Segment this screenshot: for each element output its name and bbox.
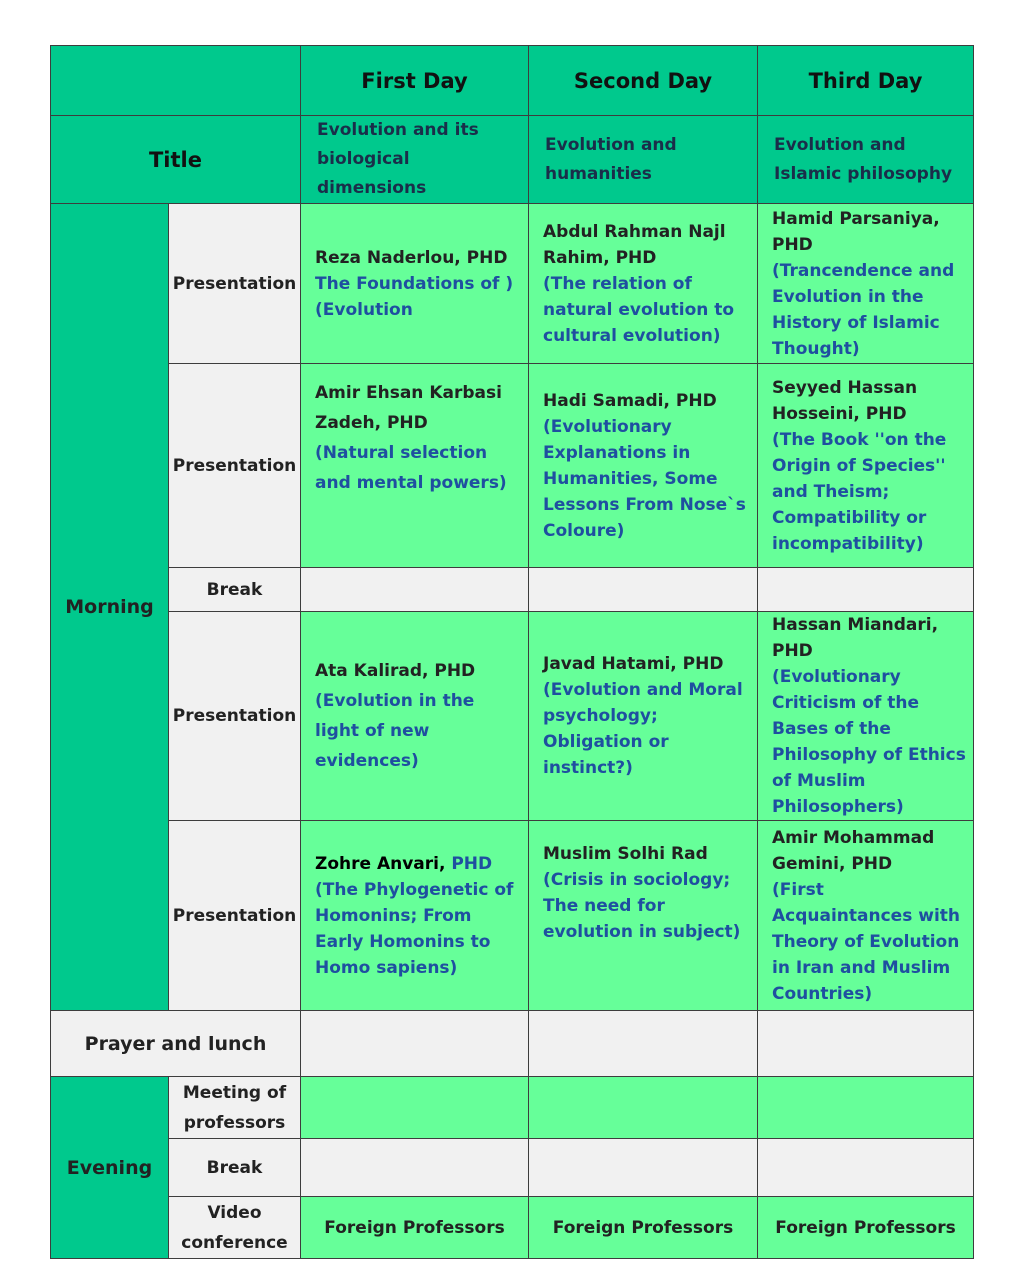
session-cell [758, 204, 974, 364]
talk-topic: (First Acquaintances with Theory of Evolution in Iran and Muslim Countries) [772, 879, 961, 1004]
presentation-label: Presentation [169, 364, 301, 568]
session-cell [301, 612, 529, 821]
talk-topic: (Trancendence and Evolution in the History of Islamic Thought) [772, 260, 955, 359]
speaker-name: Javad Hatami, PHD [543, 654, 724, 674]
speaker-name: Reza Naderlou, PHD [315, 247, 508, 268]
talk-topic: (Evolutionary Explanations in Humanities, Some Lessons From Nose`s Coloure) [543, 416, 746, 541]
talk-topic: (The Book ''on the Origin of Species'' and Theism; Compatibility or incompatibility) [772, 429, 947, 554]
empty-cell [301, 568, 529, 612]
empty-cell [758, 1139, 974, 1197]
talk-topic: (Evolution in the light of new evidences) [315, 691, 475, 771]
speaker-name: Hadi Samadi, PHD [543, 390, 717, 411]
speaker-name: Amir Mohammad Gemini, PHD [772, 827, 935, 874]
empty-cell [301, 1011, 529, 1077]
break-label: Break [169, 568, 301, 612]
session-cell [758, 364, 974, 568]
empty-cell [529, 1139, 758, 1197]
morning-session-2-row [51, 364, 974, 568]
speaker-name [315, 851, 524, 877]
empty-cell [301, 1077, 529, 1139]
session-cell [529, 821, 758, 1011]
morning-session-1-row [51, 204, 974, 364]
session-cell [529, 364, 758, 568]
video-conference-label: Video conference [169, 1197, 301, 1259]
header-corner-cell [51, 46, 301, 116]
morning-session-3-row [51, 612, 974, 821]
speaker-name: Seyyed Hassan Hosseini, PHD [772, 377, 918, 424]
header-first-day: First Day [301, 46, 529, 116]
empty-cell [758, 1077, 974, 1139]
speaker-name: Muslim Solhi Rad [543, 844, 708, 864]
session-cell [301, 821, 529, 1011]
empty-cell [301, 1139, 529, 1197]
session-cell [529, 204, 758, 364]
talk-topic: (Evolutionary Criticism of the Bases of the Philosophy of Ethics of Muslim Philosophers) [772, 667, 966, 817]
presentation-label: Presentation [169, 821, 301, 1011]
schedule-table [50, 45, 974, 1259]
empty-cell [529, 1077, 758, 1139]
title-third-day: Evolution and Islamic philosophy [758, 116, 974, 204]
title-row [51, 116, 974, 204]
speaker-name: Ata Kalirad, PHD [315, 661, 476, 681]
foreign-professors-cell: Foreign Professors [529, 1197, 758, 1259]
morning-break-row [51, 568, 974, 612]
header-row [51, 46, 974, 116]
title-first-day: Evolution and its biological dimensions [301, 116, 529, 204]
presentation-label: Presentation [169, 204, 301, 364]
talk-topic: (The Phylogenetic of Homonins; From Early Homonins to Homo sapiens) [315, 879, 514, 978]
talk-topic: (Evolution and Moral psychology; Obligation or instinct?) [543, 680, 743, 778]
evening-meeting-row [51, 1077, 974, 1139]
talk-topic: The Foundations of ) (Evolution [315, 273, 514, 320]
video-conference-row [51, 1197, 974, 1259]
speaker-name: Abdul Rahman Najl Rahim, PHD [543, 221, 726, 268]
speaker-name: Hassan Miandari, PHD [772, 615, 939, 661]
foreign-professors-cell: Foreign Professors [758, 1197, 974, 1259]
session-cell [758, 612, 974, 821]
session-cell [529, 612, 758, 821]
presentation-label: Presentation [169, 612, 301, 821]
session-cell [758, 821, 974, 1011]
session-cell [301, 364, 529, 568]
meeting-label: Meeting of professors [169, 1077, 301, 1139]
header-third-day: Third Day [758, 46, 974, 116]
empty-cell [758, 1011, 974, 1077]
talk-topic: (Natural selection and mental powers) [315, 443, 507, 493]
talk-topic: (Crisis in sociology; The need for evolution in subject) [543, 870, 741, 942]
speaker-name-part: Zohre Anvari, [315, 853, 446, 874]
empty-cell [529, 1011, 758, 1077]
empty-cell [529, 568, 758, 612]
evening-label: Evening [51, 1077, 169, 1259]
break-label: Break [169, 1139, 301, 1197]
prayer-lunch-label: Prayer and lunch [51, 1011, 301, 1077]
header-second-day: Second Day [529, 46, 758, 116]
morning-session-4-row [51, 821, 974, 1011]
title-second-day: Evolution and humanities [529, 116, 758, 204]
speaker-name: Hamid Parsaniya, PHD [772, 208, 940, 255]
speaker-title: PHD [445, 853, 493, 874]
prayer-lunch-row [51, 1011, 974, 1077]
session-cell [301, 204, 529, 364]
evening-break-row [51, 1139, 974, 1197]
foreign-professors-cell: Foreign Professors [301, 1197, 529, 1259]
title-label: Title [51, 116, 301, 204]
morning-label: Morning [51, 204, 169, 1011]
empty-cell [758, 568, 974, 612]
speaker-name: Amir Ehsan Karbasi Zadeh, PHD [315, 383, 502, 433]
talk-topic: (The relation of natural evolution to cultural evolution) [543, 273, 735, 346]
